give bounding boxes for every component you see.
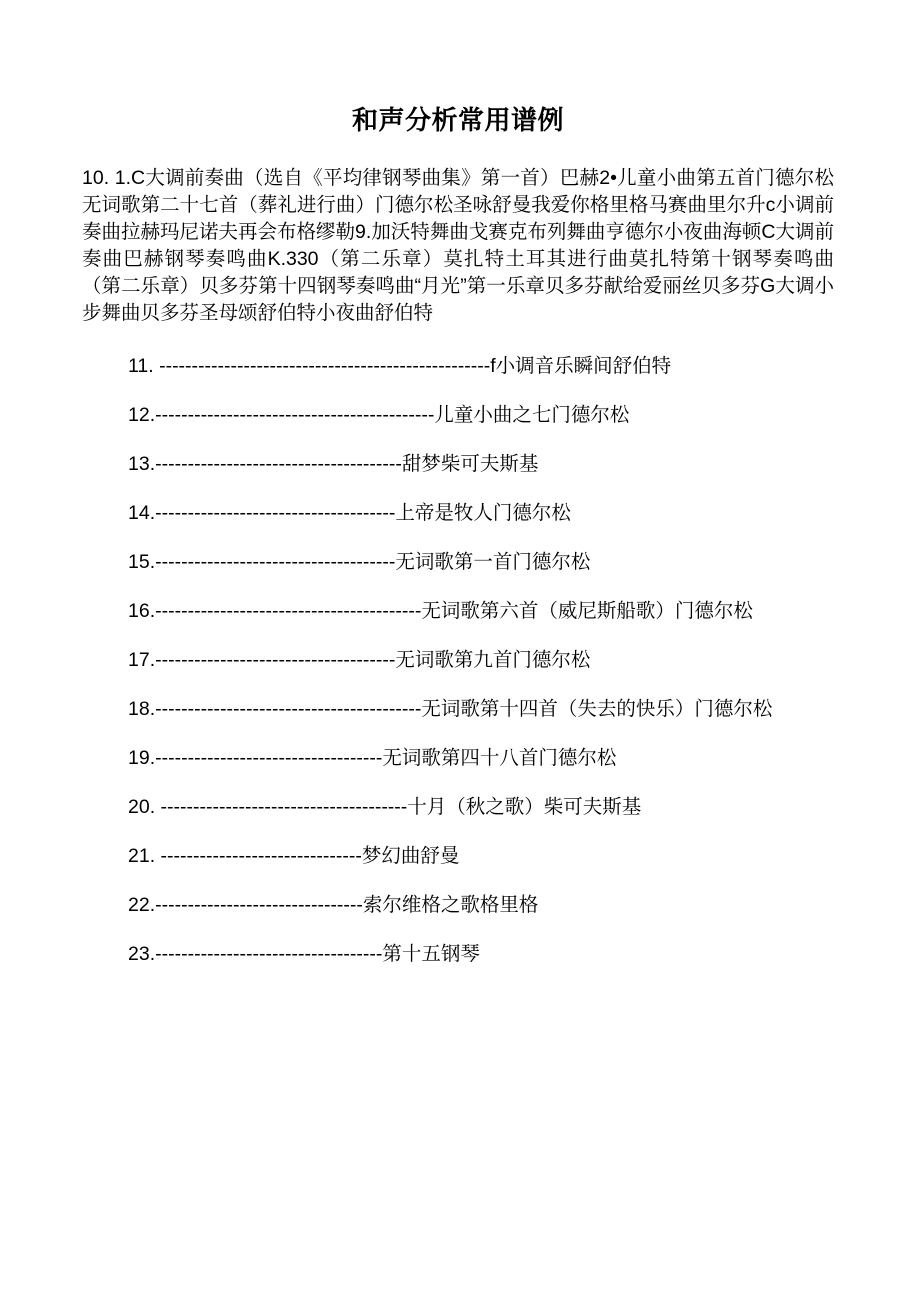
dash-leader: -------------------------------------- — [155, 453, 402, 475]
list-item-title: 上帝是牧人门德尔松 — [395, 502, 571, 524]
list-item-number: 11. — [128, 355, 160, 377]
list-item-number: 23. — [128, 943, 156, 965]
list-item-title: 无词歌第六首（威尼斯船歌）门德尔松 — [421, 600, 753, 622]
list-item — [82, 402, 834, 429]
dash-leader: ----------------------------------------- — [155, 698, 422, 720]
list-item-title: 索尔维格之歌格里格 — [362, 894, 539, 916]
dash-leader: ------------------------------------- — [155, 551, 396, 573]
dash-leader: ------------------------------- — [160, 845, 362, 867]
list-item — [82, 598, 834, 625]
list-item — [82, 941, 834, 968]
page-title: 和声分析常用谱例 — [351, 105, 564, 135]
list-item-title: 梦幻曲舒曼 — [361, 845, 460, 867]
list-item-title: 第十五钢琴 — [382, 943, 480, 965]
list-item-number: 17. — [128, 649, 156, 671]
list-item — [82, 892, 834, 919]
list-item-title: 十月（秋之歌）柴可夫斯基 — [407, 796, 642, 818]
list-item — [82, 843, 834, 870]
dash-leader: ------------------------------------- — [155, 502, 396, 524]
list-item-title: 无词歌第九首门德尔松 — [395, 649, 591, 671]
dash-leader: ----------------------------------------- — [155, 600, 422, 622]
list-item-title: 甜梦柴可夫斯基 — [401, 453, 539, 475]
list-item-number: 20. — [128, 796, 161, 818]
list-item-number: 19. — [128, 747, 156, 769]
list-item-title: 无词歌第四十八首门德尔松 — [382, 747, 617, 769]
list-item-number: 21. — [128, 845, 161, 867]
list-item-number: 12. — [128, 404, 156, 426]
list-item — [82, 353, 834, 380]
dash-leader: ------------------------------------------- — [155, 404, 435, 426]
list-item — [82, 696, 834, 723]
dash-leader: --------------------------------------------------- — [159, 355, 491, 377]
dash-leader: -------------------------------------- — [160, 796, 408, 818]
list-item — [82, 500, 834, 527]
list-item-number: 16. — [128, 600, 156, 622]
list-item — [82, 549, 834, 576]
list-item — [82, 451, 834, 478]
list-item-number: 13. — [128, 453, 156, 475]
intro-paragraph: 10. 1.C大调前奏曲（选自《平均律钢琴曲集》第一首）巴赫2•儿童小曲第五首门德尔松无词歌第二十七首（葬礼进行曲）门德尔松圣咏舒曼我爱你格里格马赛曲里尔升c小调前奏曲拉赫玛尼诺夫再会布格缪勒9.加沃特舞曲戈赛克布列舞曲亨德尔小夜曲海顿C大调前奏曲巴赫钢琴奏鸣曲K.330（第二乐章）莫扎特土耳其进行曲莫扎特第十钢琴奏鸣曲（第二乐章）贝多芬第十四钢琴奏鸣曲“月光”第一乐章贝多芬献给爱丽丝贝多芬G大调小步舞曲贝多芬圣母颂舒伯特小夜曲舒伯特 — [82, 167, 834, 324]
score-example-list — [82, 327, 834, 968]
list-item-number: 18. — [128, 698, 156, 720]
list-item-title: 无词歌第十四首（失去的快乐）门德尔松 — [421, 698, 773, 720]
list-item — [82, 794, 834, 821]
list-item-number: 15. — [128, 551, 156, 573]
dash-leader: ----------------------------------- — [155, 747, 383, 769]
dash-leader: ------------------------------------- — [155, 649, 396, 671]
list-item-title: 儿童小曲之七门德尔松 — [434, 404, 630, 426]
dash-leader: ----------------------------------- — [155, 943, 383, 965]
list-item-number: 22. — [128, 894, 156, 916]
list-item — [82, 647, 834, 674]
list-item-title: 无词歌第一首门德尔松 — [395, 551, 591, 573]
document-content — [82, 0, 834, 990]
list-item-title: f小调音乐瞬间舒伯特 — [490, 355, 672, 377]
list-item — [82, 745, 834, 772]
list-item-number: 14. — [128, 502, 156, 524]
dash-leader: -------------------------------- — [155, 894, 363, 916]
